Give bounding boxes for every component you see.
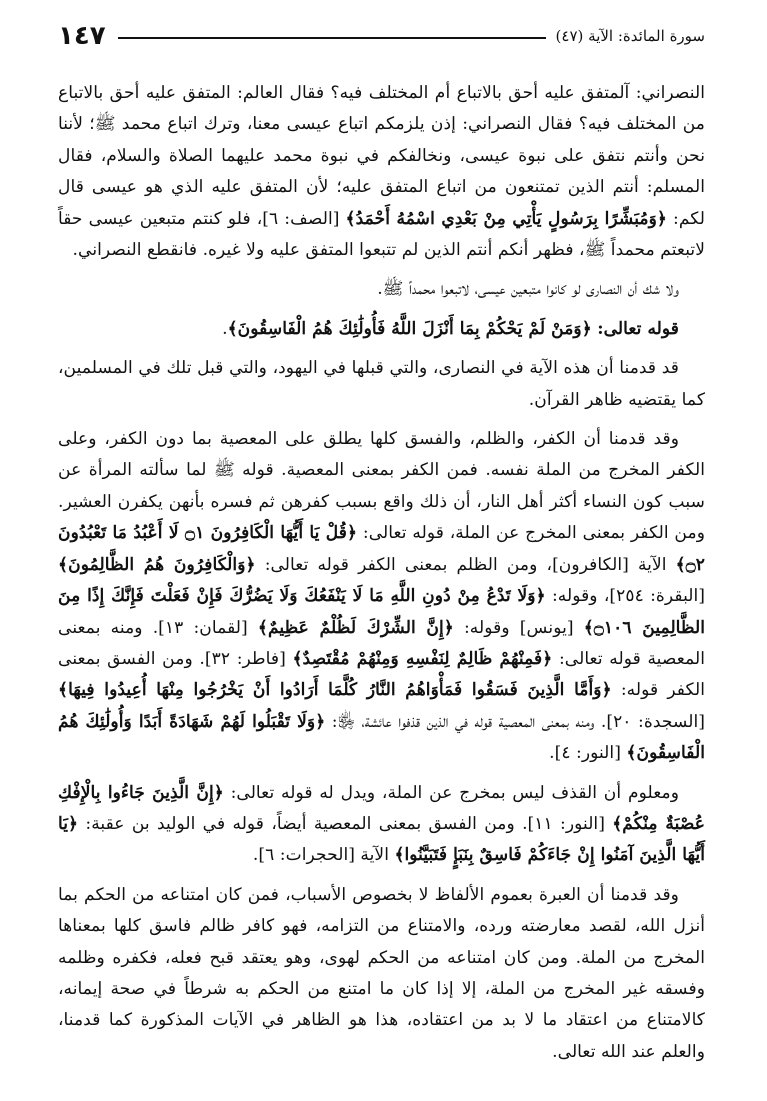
page-header bbox=[58, 18, 705, 54]
text: [السجدة: ٢٠]. ومنه بمعنى المعصية قوله في الذين قذفوا عائشة، ﵂: bbox=[331, 711, 705, 732]
text: الآية [الكافرون]، ومن الظلم بمعنى الكفر قوله تعالى: bbox=[264, 554, 667, 575]
text: [فاطر: ٣٢]. ومن الفسق بمعنى الكفر قوله: bbox=[58, 648, 706, 701]
paragraph-3 bbox=[58, 353, 705, 416]
quran-verse: ﴿وَلَا تَقْبَلُوا لَهُمْ شَهَادَةً أَبَدًا وَأُولَٰئِكَ هُمُ الْفَاسِقُونَ﴾ bbox=[58, 711, 705, 764]
header-rule bbox=[118, 37, 546, 39]
text: ولا شك أن النصارى لو كانوا متبعين عيسى، لاتبعوا محمداً ﷺ. bbox=[377, 279, 679, 300]
quran-verse: ﴿وَمُبَشِّرًا بِرَسُولٍ يَأْتِي مِنْ بَعْدِي اسْمُهُ أَحْمَدُ﴾ bbox=[345, 208, 667, 229]
text: [يونس] وقوله: bbox=[464, 617, 574, 638]
paragraph-5 bbox=[58, 778, 705, 872]
verse-lead: قوله تعالى: bbox=[597, 318, 679, 339]
text: [النور: ٤]. bbox=[549, 743, 621, 764]
quran-verse: ﴿وَأَمَّا الَّذِينَ فَسَقُوا فَمَأْوَاهُمُ النَّارُ كُلَّمَا أَرَادُوا أَنْ يَخْرُجُوا مِنْهَا أُعِيدُوا فِيهَا﴾ bbox=[58, 680, 612, 701]
text: [النور: ١١]. ومن الفسق بمعنى المعصية أيضاً، قوله في الوليد بن عقبة: bbox=[85, 813, 605, 834]
page-number: ١٤٧ bbox=[58, 21, 106, 51]
quran-verse: ﴿وَالْكَافِرُونَ هُمُ الظَّالِمُونَ﴾ bbox=[58, 554, 256, 575]
quran-verse: ﴿وَمَنْ لَمْ يَحْكُمْ بِمَا أَنْزَلَ اللَّهُ فَأُولَٰئِكَ هُمُ الْفَاسِقُونَ﴾ bbox=[227, 318, 592, 339]
paragraph-4 bbox=[58, 424, 705, 769]
text: [البقرة: ٢٥٤]، وقوله: bbox=[551, 586, 705, 607]
text: وقد قدمنا أن العبرة بعموم الألفاظ لا بخصوص الأسباب، فمن كان امتناعه من الحكم بما أنزل الله، لقصد معارضته ورده، والامتناع من التزامه، فهو كافر ظالم فاسق كلها بمعناها المخرج من الملة. ومن كان امتناعه من الحكم لهوى، وهو يعتقد قبح فعله، فكفره وظلمه وفسقه غير المخرج من الملة، إلا إذا كان ما امتنع من الحكم به شرطاً في صحة إيمانه، كالامتناع من اعتقاد ما لا بد من اعتقاده، هذا هو الظاهر في الآيات المذكورة كما قدمنا، والعلم عند الله تعالى. bbox=[58, 884, 705, 1062]
text: الآية [الحجرات: ٦]. bbox=[252, 845, 389, 866]
quran-verse: ﴿يَا أَيُّهَا الَّذِينَ آمَنُوا إِنْ جَاءَكُمْ فَاسِقٌ بِنَبَإٍ فَتَبَيَّنُوا﴾ bbox=[58, 813, 705, 866]
paragraph-6 bbox=[58, 880, 705, 1068]
page-body bbox=[58, 78, 705, 1076]
text: [الصف: ٦]، فلو كنتم متبعين عيسى حقاً لاتبعتم محمداً ﷺ، فظهر أنكم أنتم الذين لم تتبعوا المتفق عليه ولا غيره. فانقطع النصراني. bbox=[58, 208, 705, 261]
verse-heading bbox=[58, 314, 705, 345]
text: [لقمان: ١٣]. ومنه بمعنى المعصية قوله تعالى: bbox=[58, 617, 706, 669]
paragraph-1 bbox=[58, 78, 705, 266]
text: وقد قدمنا أن الكفر، والظلم، والفسق كلها يطلق على المعصية بما دون الكفر، وعلى الكفر المخرج من الملة نفسه. فمن الكفر بمعنى المعصية. قوله ﷺ لما سألته المرأة عن سبب كون النساء أكثر أهل النار، أن ذلك واقع بسبب كفرهن ثم فسره بأنهن يكفرن العشير. ومن الكفر بمعنى المخرج عن الملة، قوله تعالى: bbox=[58, 429, 705, 544]
quran-verse: ﴿إِنَّ الشِّرْكَ لَظُلْمٌ عَظِيمٌ﴾ bbox=[257, 617, 454, 638]
text: النصراني: آلمتفق عليه أحق بالاتباع أم المختلف فيه؟ فقال العالم: المتفق عليه أحق بالاتباع من المختلف فيه؟ فقال النصراني: إذن يلزمكم اتباع عيسى معنا، وترك اتباع محمد ﷺ؛ لأننا نحن وأنتم نتفق على نبوة عيسى، ونخالفكم في نبوة محمد عليهما الصلاة والسلام، فقال المسلم: أنتم الذين تمتنعون من اتباع المتفق عليه؛ لأن المتفق عليه الذي هو عيسى قال لكم: bbox=[58, 83, 706, 229]
quran-verse: ﴿إِنَّ الَّذِينَ جَاءُوا بِالْإِفْكِ عُصْبَةٌ مِنْكُمْ﴾ bbox=[58, 782, 705, 834]
quran-verse: ﴿فَمِنْهُمْ ظَالِمٌ لِنَفْسِهِ وَمِنْهُمْ مُقْتَصِدٌ﴾ bbox=[292, 648, 553, 669]
text: ومعلوم أن القذف ليس بمخرج عن الملة، ويدل له قوله تعالى: bbox=[230, 782, 679, 803]
text: قد قدمنا أن هذه الآية في النصارى، والتي قبلها في اليهود، والتي قبل تلك في المسلمين، كما يقتضيه ظاهر القرآن. bbox=[58, 358, 705, 410]
quran-verse: ﴿وَلَا تَدْعُ مِنْ دُونِ اللَّهِ مَا لَا يَنْفَعُكَ وَلَا يَضُرُّكَ فَإِنْ فَعَلْتَ فَإِنَّكَ إِذًا مِنَ الظَّالِمِينَ ۝١٠٦﴾ bbox=[58, 586, 706, 638]
text: . bbox=[222, 318, 228, 339]
paragraph-2 bbox=[58, 274, 705, 305]
running-title: سورة المائدة: الآية (٤٧) bbox=[555, 27, 705, 45]
quran-verse: ﴿قُلْ يَا أَيُّهَا الْكَافِرُونَ ۝١ لَا أَعْبُدُ مَا تَعْبُدُونَ ۝٢﴾ bbox=[58, 523, 706, 575]
